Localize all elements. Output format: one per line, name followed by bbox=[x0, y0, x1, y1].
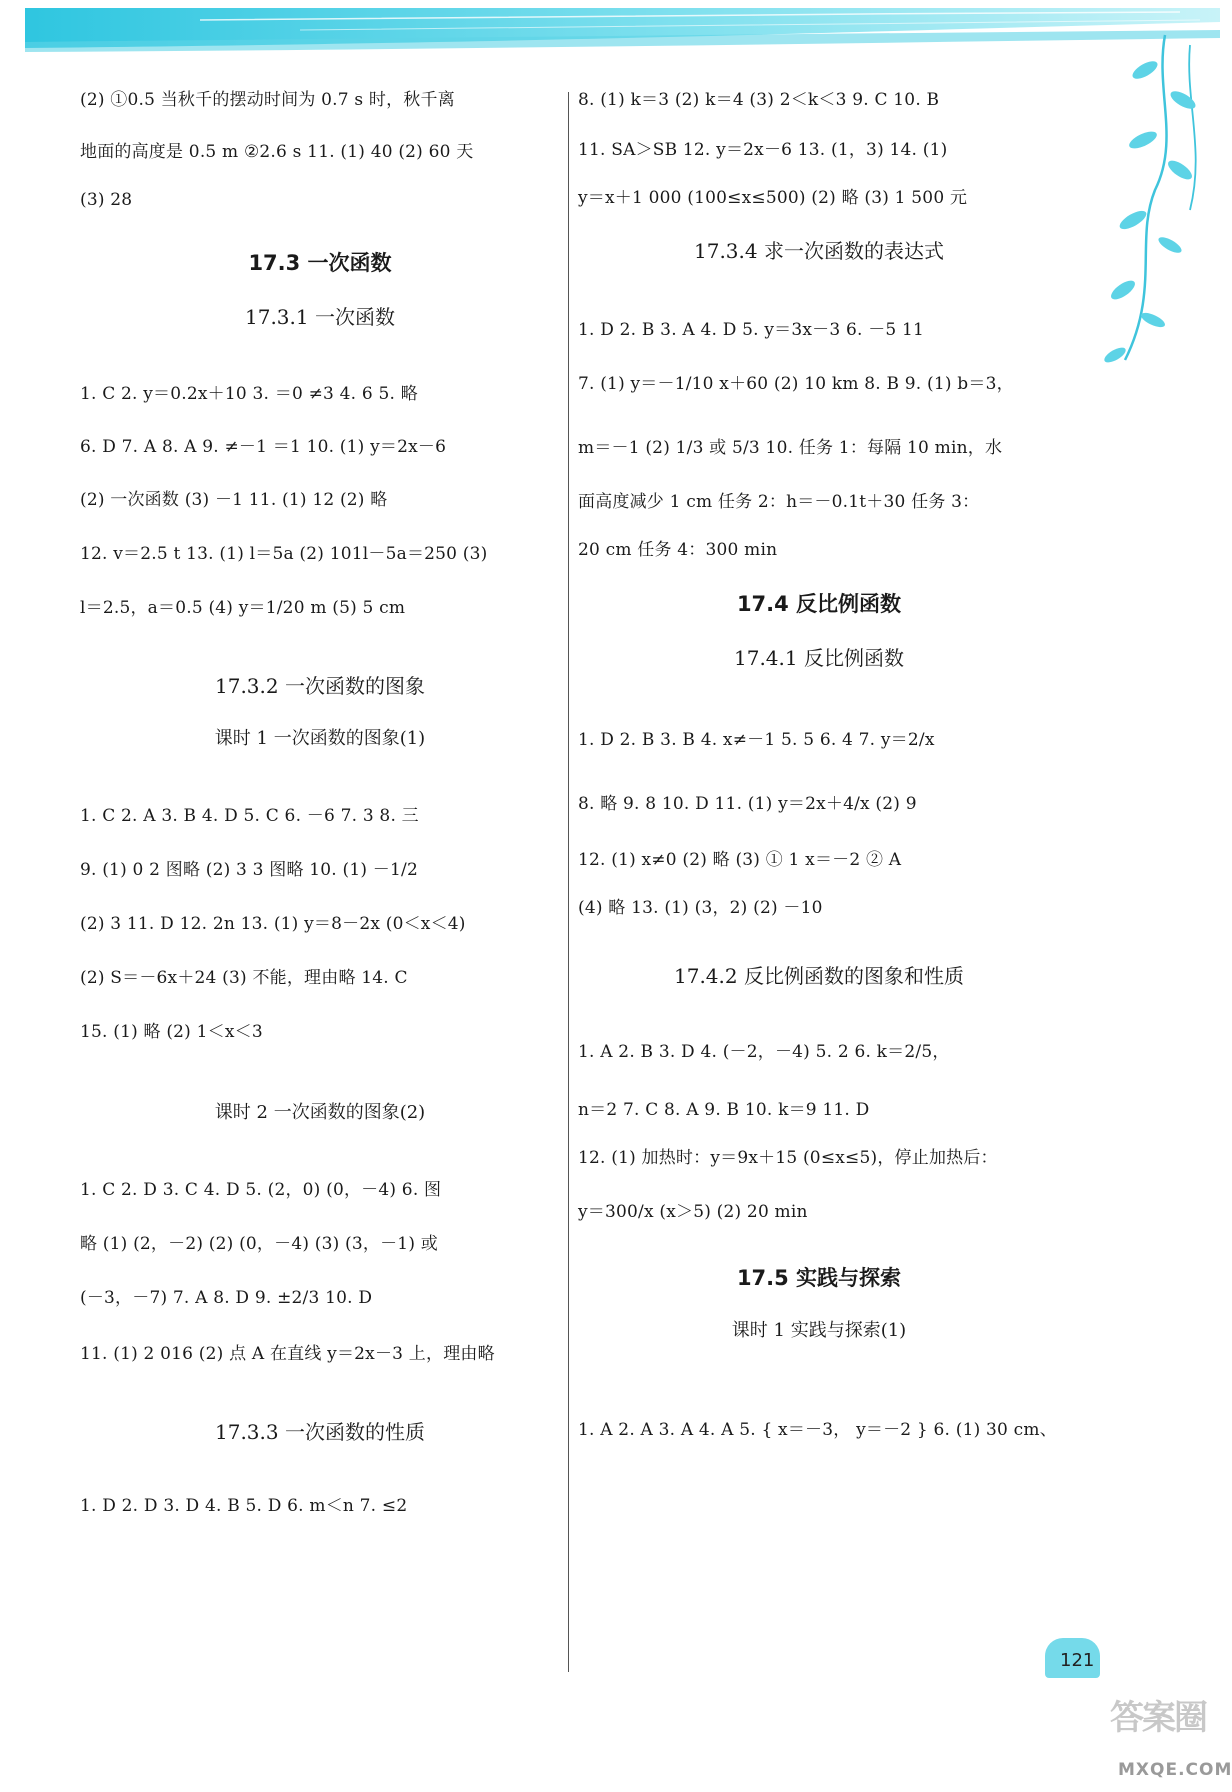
answer-line: 20 cm 任务 4：300 min bbox=[578, 540, 778, 560]
top-banner bbox=[0, 0, 1220, 80]
answer-line: 1. C 2. y＝0.2x＋10 3. ＝0 ≠3 4. 6 5. 略 bbox=[80, 384, 418, 404]
lesson-heading: 课时 2 一次函数的图象(2) bbox=[214, 1102, 426, 1123]
answer-line: (2) 3 11. D 12. 2n 13. (1) y＝8－2x (0＜x＜4) bbox=[80, 914, 466, 934]
answer-line: l＝2.5，a＝0.5 (4) y＝1/20 m (5) 5 cm bbox=[80, 598, 406, 618]
answer-line: 11. (1) 2 016 (2) 点 A 在直线 y＝2x－3 上，理由略 bbox=[80, 1344, 495, 1364]
answer-line: (3) 28 bbox=[80, 190, 133, 210]
answer-line: 15. (1) 略 (2) 1＜x＜3 bbox=[80, 1022, 263, 1042]
answer-line: 1. D 2. B 3. A 4. D 5. y＝3x－3 6. －5 11 bbox=[578, 320, 925, 340]
answer-line: 1. C 2. A 3. B 4. D 5. C 6. －6 7. 3 8. 三 bbox=[80, 806, 419, 826]
answer-line: 6. D 7. A 8. A 9. ≠－1 ＝1 10. (1) y＝2x－6 bbox=[80, 437, 447, 457]
answer-line: 面高度减少 1 cm 任务 2：h＝－0.1t＋30 任务 3： bbox=[578, 492, 980, 512]
answer-line: 略 (1) (2，－2) (2) (0，－4) (3) (3，－1) 或 bbox=[80, 1234, 438, 1254]
answer-line: 1. C 2. D 3. C 4. D 5. (2，0) (0，－4) 6. 图 bbox=[80, 1180, 442, 1200]
subsection-heading: 17.4.2 反比例函数的图象和性质 bbox=[674, 964, 964, 988]
lesson-heading: 课时 1 一次函数的图象(1) bbox=[214, 728, 426, 749]
subsection-heading: 17.3.3 一次函数的性质 bbox=[215, 1420, 425, 1444]
answer-line: m＝－1 (2) 1/3 或 5/3 10. 任务 1：每隔 10 min，水 bbox=[578, 438, 1003, 458]
section-heading: 17.3 一次函数 bbox=[248, 251, 392, 275]
watermark-site: MXQE.COM bbox=[1118, 1760, 1232, 1780]
subsection-heading: 17.4.1 反比例函数 bbox=[734, 646, 904, 670]
vine-decoration bbox=[1085, 30, 1220, 390]
answer-line: n＝2 7. C 8. A 9. B 10. k＝9 11. D bbox=[578, 1100, 870, 1120]
answer-line: 11. SA＞SB 12. y＝2x－6 13. (1，3) 14. (1) bbox=[578, 140, 948, 160]
answer-line: 1. D 2. B 3. B 4. x≠－1 5. 5 6. 4 7. y＝2/x bbox=[578, 730, 935, 750]
subsection-heading: 17.3.2 一次函数的图象 bbox=[215, 674, 425, 698]
answer-line: 1. D 2. D 3. D 4. B 5. D 6. m＜n 7. ≤2 bbox=[80, 1496, 408, 1516]
watermark-logo: 答案圈 bbox=[1110, 1698, 1206, 1738]
answer-line: 8. (1) k＝3 (2) k＝4 (3) 2＜k＜3 9. C 10. B bbox=[578, 90, 940, 110]
section-heading: 17.4 反比例函数 bbox=[736, 592, 902, 616]
answer-line: (4) 略 13. (1) (3，2) (2) －10 bbox=[578, 898, 823, 918]
section-heading: 17.5 实践与探索 bbox=[736, 1266, 902, 1290]
answer-line: (2) S＝－6x＋24 (3) 不能，理由略 14. C bbox=[80, 968, 408, 988]
subsection-heading: 17.3.4 求一次函数的表达式 bbox=[694, 239, 944, 263]
answer-line: 8. 略 9. 8 10. D 11. (1) y＝2x＋4/x (2) 9 bbox=[578, 794, 917, 814]
column-divider bbox=[568, 92, 569, 1672]
answer-line: 1. A 2. A 3. A 4. A 5. { x＝－3， y＝－2 } 6. (1) 30 cm、 bbox=[578, 1420, 1057, 1440]
answer-line: y＝x＋1 000 (100≤x≤500) (2) 略 (3) 1 500 元 bbox=[578, 188, 968, 208]
answer-line: (2) ①0.5 当秋千的摆动时间为 0.7 s 时，秋千离 bbox=[80, 90, 455, 110]
answer-line: 1. A 2. B 3. D 4. (－2，－4) 5. 2 6. k＝2/5， bbox=[578, 1042, 950, 1062]
answer-line: y＝300/x (x＞5) (2) 20 min bbox=[578, 1202, 808, 1222]
answer-line: (－3，－7) 7. A 8. D 9. ±2/3 10. D bbox=[80, 1288, 373, 1308]
answer-line: 12. (1) 加热时：y＝9x＋15 (0≤x≤5)，停止加热后： bbox=[578, 1148, 998, 1168]
answer-line: 12. v＝2.5 t 13. (1) l＝5a (2) 101l－5a＝250 (3) bbox=[80, 544, 488, 564]
lesson-heading: 课时 1 实践与探索(1) bbox=[731, 1320, 907, 1341]
answer-line: 7. (1) y＝－1/10 x＋60 (2) 10 km 8. B 9. (1) b＝3， bbox=[578, 374, 1014, 394]
answer-line: (2) 一次函数 (3) －1 11. (1) 12 (2) 略 bbox=[80, 490, 388, 510]
page-number: 121 bbox=[1060, 1650, 1095, 1671]
answer-line: 9. (1) 0 2 图略 (2) 3 3 图略 10. (1) －1/2 bbox=[80, 860, 418, 880]
subsection-heading: 17.3.1 一次函数 bbox=[245, 305, 395, 329]
answer-line: 地面的高度是 0.5 m ②2.6 s 11. (1) 40 (2) 60 天 bbox=[80, 142, 474, 162]
answer-line: 12. (1) x≠0 (2) 略 (3) ① 1 x＝－2 ② A bbox=[578, 850, 902, 870]
